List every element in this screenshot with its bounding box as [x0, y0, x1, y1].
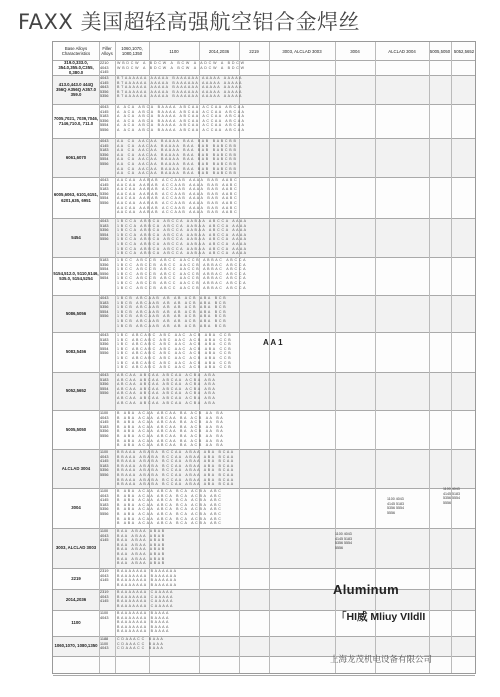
header-col-2: 1100: [169, 48, 179, 54]
row-base-alloy-label: 5154,512.0, 5110,5146, 535.0, 5154,5254: [53, 270, 99, 281]
row-filler-alloys: 4043 4145 5183 5356 5554 5556: [100, 139, 109, 166]
row-filler-alloys: 1100 4043: [100, 611, 109, 620]
row-rating-codes: C D A A A C C B A A A C D A A A C C B A A A C D A A A C C B A A A: [117, 637, 164, 651]
row-filler-alloys: 1100 4043 4145 5183 5356 5556: [100, 411, 109, 438]
welding-filler-chart: [52, 41, 476, 674]
row-base-alloy-label: 5052,5652: [65, 388, 87, 394]
row-divider: [53, 675, 475, 676]
column-divider: [451, 42, 452, 673]
row-base-alloy-label: 2014,2036: [65, 596, 87, 602]
row-base-alloy-label: 5005,5050: [65, 426, 87, 432]
row-filler-alloys: 2319 4043 4145: [100, 590, 109, 604]
row-base-alloy-label: 413.0,443.0 444Q 356Q A356Q A357.0 359.0: [55, 81, 97, 98]
row-base-alloy-label: 2219: [71, 575, 81, 581]
watermark-company: 上海龙茂机电设备有限公司: [330, 655, 433, 665]
header-col-6: 3004: [350, 48, 360, 54]
row-filler-alloys: 4043 4145 5183 5356 5554 5556: [100, 105, 109, 132]
row-base-alloy-label: 3003, ALCLAD 3003: [55, 545, 97, 551]
row-filler-alloys: 4043 5183 5356 5554 5556: [100, 373, 109, 396]
header-filler-alloys: Filler Alloys: [101, 46, 113, 56]
row-rating-codes: 1 B C A B C A B C A B C A A C A C B A B A C C B 1 B C A B C A B C A B C A A C A C B A B A C C B 1 B C A B C A B C A B C A A C A C B A B A C C B 1 B C A B C A B C A B C A A C A C B A B A C C B 1 B C A B C A B C A B C A A C A C B A B A C C B 1 B C A B C A B C A B C A A C A C B A B A C C B 1 B C A B C A B C A B C A A C A C B A B A C C B 1 B C A B C A B C A B C A A C A C B A B A C C B: [117, 333, 232, 370]
header-col-1: 1060,1070, 1080,1350: [121, 46, 143, 56]
header-col-8: 5005,5050: [429, 48, 451, 54]
column-divider: [115, 42, 116, 673]
header-col-7: ALCLAD 3004: [388, 48, 416, 54]
aside-note-1: 1100 4043 4145 5183 5356 5554 5556: [443, 487, 460, 505]
watermark-aluminum: Aluminum: [333, 582, 399, 597]
row-base-alloy-label: 319.0,333.0, 354.0,355.0,C355, 0,380.0: [58, 60, 94, 75]
header-col-9: 5052,5652: [453, 48, 475, 54]
row-base-alloy-label: 3004: [71, 505, 81, 511]
row-rating-codes: B A A A A A A A B A A A A B A A A A A A A B A A A A B A A A A A A A B A A A A B A A A A A A A B A A A A B A A A A A A A B A A A A: [117, 611, 169, 634]
row-base-alloy-label: ALCLAD 3004: [61, 465, 91, 471]
row-rating-codes: A A C A A A C A A B A A A A B A A B A B B A B C B B A A C A A A C A A B A A A A B A A B A B B A B C B B A A C A A A C A A B A A A A B A A B A B B A B C B B A A C A A A C A A B A A A A B A A B A B B A B C B B A A C A A A C A A B A A A A B A A B A B B A B C B B A A C A A A C A A B A A A A B A A B A B B A B C B B A A C A A A C A A B A A A A B A A B A B B A B C B B A A C A A A C A A B A A A A B A A B A B B A B C B B: [117, 139, 237, 176]
row-rating-codes: B A A A B A A A B A B B A A A B A A A B A B B A A A B A A A B A B B A A A B A A A B A B B A A A B A A A B A B B A A A B A A A B A B B A A A B A A A B A B B A A A B A A A B A B: [117, 529, 165, 566]
row-filler-alloys: 4043 5183 5356 5554 5556: [100, 219, 109, 242]
row-filler-alloys: 4043 4145 5183 5356 5554 5556: [100, 178, 109, 205]
row-rating-codes: A A C A A B C A B A A A A A B C A A A C C A A A B C A A A A C A A B C A B A A A A A B C A A A C C A A A B C A A A A C A A B C A B A A A A A B C A A A C C A A A B C A A A A C A A B C A B A A A A A B C A A A C C A A A B C A A A A C A A B C A B A A A A A B C A A A C C A A A B C A A A A C A A B C A B A A A A A B C A A A C C A A A B C A A: [117, 105, 245, 132]
row-filler-alloys: 1100 4043 4145 5183 5356 5556: [100, 450, 109, 477]
row-base-alloy-label: 6005,6063, 6101,6151, 6201,635, 6951: [53, 192, 99, 203]
row-base-alloy-label: 1100: [71, 620, 81, 626]
row-filler-alloys: 1100 4043 4145: [100, 529, 109, 543]
header-col-5: 3003, ALCLAD 3003: [282, 48, 322, 54]
row-filler-alloys: 1188 1100 4043: [100, 637, 109, 651]
header-col-4: 2219: [249, 48, 259, 54]
header-col-3: 2014,2036: [208, 48, 230, 54]
row-base-alloy-label: 1060,1070, 1080,1350: [54, 643, 98, 649]
row-rating-codes: B A B A A C A A A B C A A B A A C B A A B A B A B A A C A A A B C A A B A A C B A A B A B A B A A C A A A B C A A B A A C B A A B A B A B A A C A A A B C A A B A A C B A A B A B A B A A C A A A B C A A B A A C B A A B A B A B A A C A A A B C A A B A A C B A A B A B A B A A C A A A B C A A B A A C B A A B A B A B A A C A A A B C A A B A A C B A A B A: [117, 411, 224, 448]
row-base-alloy-label: 5454: [71, 234, 81, 240]
page-title: FAXX 美国超轻高强航空铝合金焊丝: [18, 10, 360, 34]
row-filler-alloys: 4043 5183 5356 5554 5556: [100, 333, 109, 356]
row-rating-codes: 1 B C C A B C C B A B C C A A C C B A B B A C A B C C A 1 B C C A B C C B A B C C A A C C B A B B A C A B C C A 1 B C C A B C C B A B C C A A C C B A B B A C A B C C A 1 B C C A B C C B A B C C A A C C B A B B A C A B C C A 1 B C C A B C C B A B C C A A C C B A B B A C A B C C A 1 B C C A B C C B A B C C A A C C B A B B A C A B C C A 1 B C C A B C C B A B C C A A C C B A B B A C A B C C A: [117, 258, 246, 290]
row-base-alloy-label: 6061,6070: [65, 154, 87, 160]
row-filler-alloys: 5183 5356 5554 5556 5654: [100, 258, 109, 281]
row-rating-codes: B A A A A A A A C A A A A A B A A A A A A A C A A A A A B A A A A A A A C A A A A A B A A A A A A A C A A A A A: [117, 590, 173, 608]
row-base-alloy-label: 5083,5456: [65, 349, 87, 355]
aside-note-2: 1100 4043 4145 5183 5356 5554 5556: [387, 497, 404, 515]
row-rating-codes: B A B A A C A A A B C A B C A A C B A A B C B A B A A C A A A B C A B C A A C B A A B C B A B A A C A A A B C A B C A A C B A A B C B A B A A C A A A B C A B C A A C B A A B C B A B A A C A A A B C A B C A A C B A A B C B A B A A C A A A B C A B C A A C B A A B C B A B A A C A A A B C A B C A A C B A A B C B A B A A C A A A B C A B C A A C B A A B C: [117, 489, 222, 526]
row-base-alloy-label: 5086,5056: [65, 310, 87, 316]
row-rating-codes: 1 B C C A A B B C A A B C C A A A B A A A B C C A A A A A 1 B C C A A B B C A A B C C A A A B A A A B C C A A A A A 1 B C C A A B B C A A B C C A A A B A A A B C C A A A A A 1 B C C A A B B C A A B C C A A A B A A A B C C A A A A A 1 B C C A A B B C A A B C C A A A B A A A B C C A A A A A 1 B C C A A B B C A A B C C A A A B A A A B C C A A A A A 1 B C C A A B B C A A B C C A A A B A A A B C C A A A A A 1 B C C A A B B C A A B C C A A A B A A A B C C A A A A A: [117, 219, 247, 256]
row-rating-codes: 1 B C B A B C A A B A B A B A C B A B A B C B 1 B C B A B C A A B A B A B A C B A B A B C B 1 B C B A B C A A B A B A B A C B A B A B C B 1 B C B A B C A A B A B A B A C B A B A B C B 1 B C B A B C A A B A B A B A C B A B A B C B 1 B C B A B C A A B A B A B A C B A B A B C B 1 B C B A B C A A B A B A B A C B A B A B C B: [117, 296, 227, 328]
row-rating-codes: A A C A A A A B A B A C C A A B A A A A B A B A A B C A A C A A A A B A B A C C A A B A A A A B A B A A B C A A C A A A A B A B A C C A A B A A A A B A B A A B C A A C A A A A B A B A C C A A B A A A A B A B A A B C A A C A A A A B A B A C C A A B A A A A B A B A A B C A A C A A A A B A B A C C A A B A A A A B A B A A B C A A C A A A A B A B A C C A A B A A A A B A B A A B C A A C A A A A B A B A C C A A B A A A A B A B A A B C: [117, 178, 238, 215]
row-rating-codes: B B A A A A B A B A B C C A A A B A A A B A B C A A B B A A A A B A B A B C C A A A B A A A B A B C A A B B A A A A B A B A B C C A A A B A A A B A B C A A B B A A A A B A B A B C C A A A B A A A B A B C A A B B A A A A B A B A B C C A A A B A A A B A B C A A B B A A A A B A B A B C C A A A B A A A B A B C A A B B A A A A B A B A B C C A A A B A A A B A B C A A B B A A A A B A B A B C C A A A B A A A B A B C A A: [117, 450, 234, 487]
row-rating-codes: A B C A A A B C A A A B C A A A C B A A B A A B C A A A B C A A A B C A A A C B A A B A A B C A A A B C A A A B C A A A C B A A B A A B C A A A B C A A A B C A A A C B A A B A A B C A A A B C A A A B C A A A C B A A B A A B C A A A B C A A A B C A A A C B A A B A A B C A A A B C A A A B C A A A C B A A B A: [117, 373, 216, 405]
row-filler-alloys: 4043 4145 4643 5356 5356: [100, 76, 109, 99]
header-base-alloys: Base Alloys Characteristics: [61, 46, 91, 56]
row-base-alloy-label: 7005,7021, 7039,7046, 7146,710.0, 711.0: [53, 115, 99, 126]
row-rating-codes: B A A A A A A A B A A A A A A B A A A A A A A B A A A A A A B A A A A A A A B A A A A A A B A A A A A A A B A A A A A A: [117, 569, 177, 587]
row-filler-alloys: 4043 5183 5356 5554 5556: [100, 296, 109, 319]
row-filler-alloys: 1100 4043 4145 5183 5356 5556: [100, 489, 109, 516]
aside-note-3: 1100 4043 4145 5183 5356 5554 5556: [335, 532, 352, 550]
row-rating-codes: B T A A A A A A A A A A A B A A A A A A A A A A A A A A A A B T A A A A A A A A A A A B A A A A A A A A A A A A A A A A B T A A A A A A A A A A A B A A A A A A A A A A A A A A A A B T A A A A A A A A A A A B A A A A A A A A A A A A A A A A B T A A A A A A A A A A A B A A A A A A A A A A A A A A A A: [117, 76, 242, 99]
watermark-brand: 「HI威 Mliuy VIldlI: [336, 611, 426, 623]
mid-label: A A 1: [263, 338, 283, 347]
row-filler-alloys: 2319 4043 4145: [100, 569, 109, 583]
row-rating-codes: W B D C W A B D C W A B C W A A D C W A B D C W W B D C W A B D C W A B C W A A D C W A B D C W: [117, 61, 245, 70]
row-filler-alloys: 2210 4043 4145: [100, 61, 109, 75]
